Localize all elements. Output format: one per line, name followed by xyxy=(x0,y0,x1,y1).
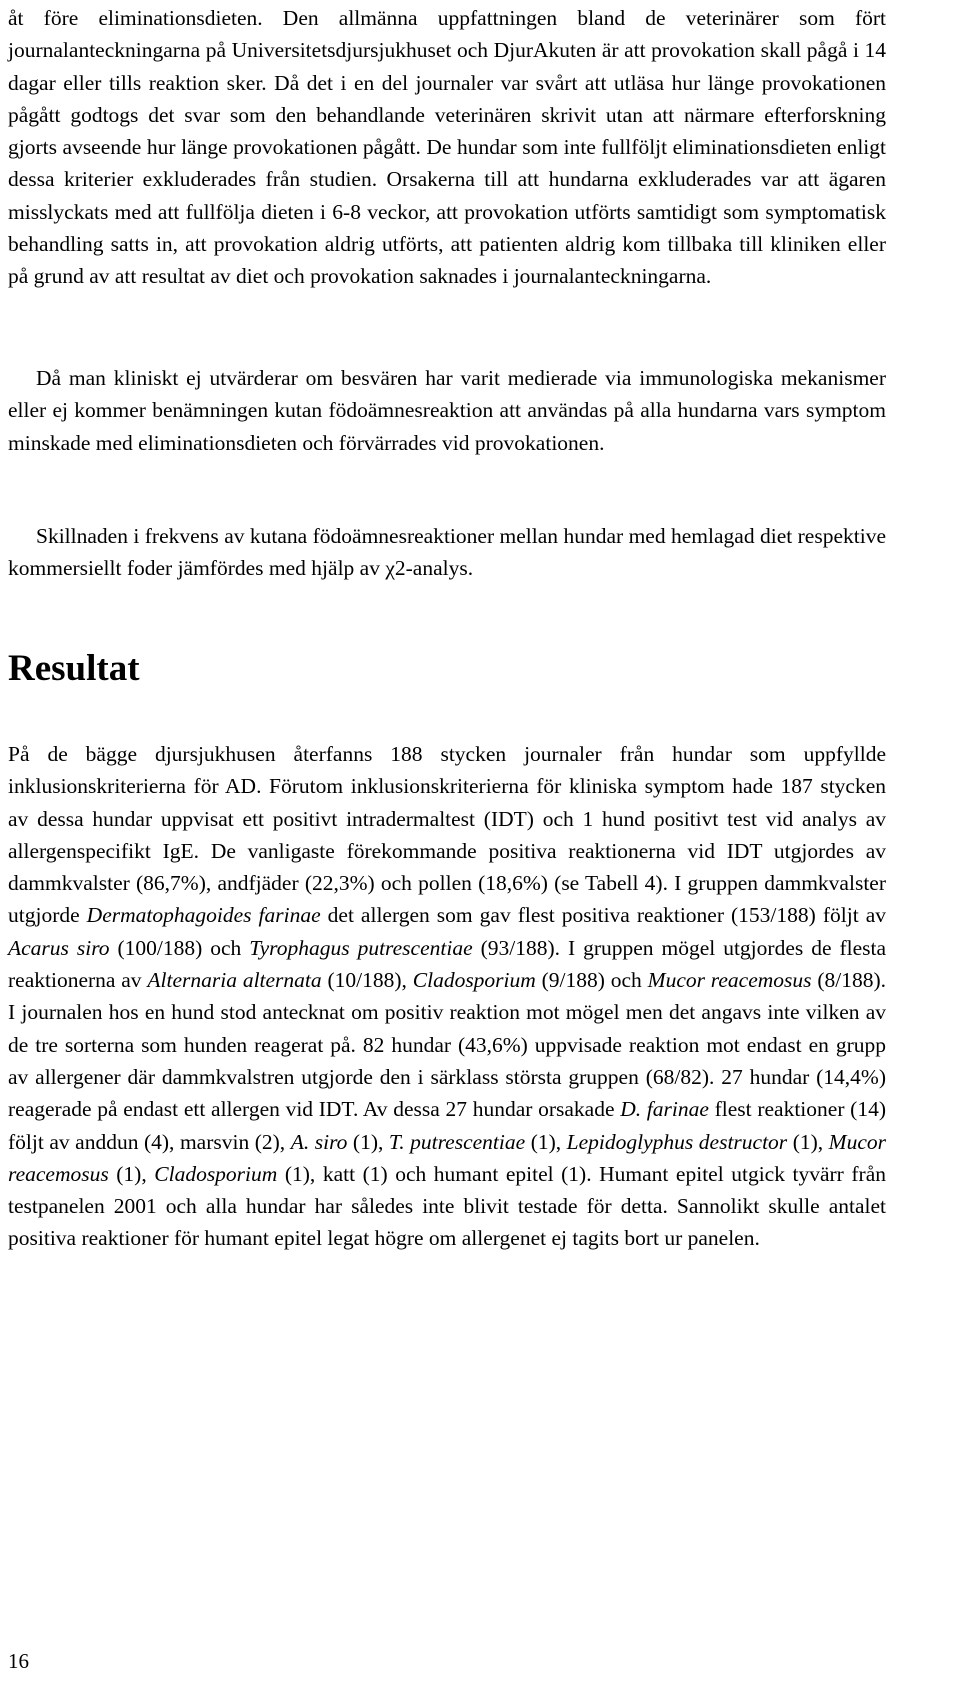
species-name: Cladosporium xyxy=(154,1161,278,1186)
species-name: Mucor reacemosus xyxy=(647,968,812,993)
results-text: (100/188) och xyxy=(109,935,250,960)
results-text: (93/188). I gruppen mögel utgjordes de flesta reaktionerna av xyxy=(8,935,887,993)
species-name: Dermatophagoides farinae xyxy=(86,903,321,928)
page-number: 16 xyxy=(8,1649,29,1673)
species-name: Lepidoglyphus destructor xyxy=(566,1129,788,1154)
results-text: (9/188) och xyxy=(535,968,648,993)
results-text: (1), xyxy=(525,1129,567,1154)
methods-paragraph-terminology: Då man kliniskt ej utvärderar om besvären har varit medierade via immunologiska mekanismer eller ej kommer benämningen kutan födoämnesreaktion att användas på alla hundarna vars symptom minskade med eliminationsdieten och förvärrades vid provokationen. xyxy=(8,366,886,455)
results-text: (1), xyxy=(108,1161,155,1186)
results-text: (1), katt (1) och humant epitel (1). Humant epitel utgick tyvärr från testpanelen 2001 och alla hundar har således inte blivit testade för detta. Sannolikt skulle antalet positiva reaktioner för humant epitel legat högre om allergenet ej tagits bort ur panelen. xyxy=(8,1161,886,1251)
results-text: (1), xyxy=(347,1129,389,1154)
species-name: T. putrescentiae xyxy=(388,1129,526,1154)
results-text: (10/188), xyxy=(321,968,413,993)
results-text: (1), xyxy=(787,1129,829,1154)
results-text: På de bägge djursjukhusen återfanns 188 stycken journaler från hundar som uppfyllde inklusionskriterierna för AD. Förutom inklusionskriterierna för kliniska symptom hade 187 stycken av dessa hundar uppvisat ett positivt intradermaltest (IDT) och 1 hund positivt test vid analys av allergenspecifikt IgE. De vanligaste förekommande positiva reaktionerna vid IDT utgjordes av dammkvalster (86,7%), andfjäder (22,3%) och pollen (18,6%) (se Tabell 4). I gruppen dammkvalster utgjorde xyxy=(8,742,886,928)
section-heading-results: Resultat xyxy=(8,648,140,689)
results-text: (8/188). I journalen hos en hund stod antecknat om positiv reaktion mot mögel men det angavs inte vilken av de tre sorterna som hunden reagerat på. 82 hundar (43,6%) uppvisade reaktion mot endast en grupp av allergener där dammkvalstren utgjorde den i särklass största gruppen (68/82). 27 hundar (14,4%) reagerade på endast ett allergen vid IDT. Av dessa 27 hundar orsakade xyxy=(8,968,887,1122)
species-name: D. farinae xyxy=(620,1097,709,1122)
species-name: Mucor reacemosus xyxy=(8,1129,886,1186)
methods-paragraph-statistics: Skillnaden i frekvens av kutana födoämnesreaktioner mellan hundar med hemlagad diet respektive kommersiellt foder jämfördes med hjälp av χ2-analys. xyxy=(8,524,886,581)
species-name: Cladosporium xyxy=(412,968,536,993)
species-name: Tyrophagus putrescentiae xyxy=(249,935,473,960)
species-name: A. siro xyxy=(290,1129,348,1154)
species-name: Acarus siro xyxy=(8,935,110,960)
species-name: Alternaria alternata xyxy=(147,968,322,993)
results-text: flest reaktioner (14) följt av anddun (4), marsvin (2), xyxy=(8,1097,886,1154)
results-text: det allergen som gav flest positiva reaktioner (153/188) följt av xyxy=(320,903,886,928)
methods-paragraph-exclusion: åt före eliminationsdieten. Den allmänna uppfattningen bland de veterinärer som fört journalanteckningarna på Universitetsdjursjukhuset och DjurAkuten är att provokation skall pågå i 14 dagar eller tills reaktion sker. Då det i en del journaler var svårt att utläsa hur länge provokationen pågått godtogs det svar som den behandlande veterinären skrivit utan att närmare efterforskning gjorts avseende hur länge provokationen pågått. De hundar som inte fullföljt eliminationsdieten enligt dessa kriterier exkluderades från studien. Orsakerna till att hundarna exkluderades var att ägaren misslyckats med att fullfölja dieten i 6-8 veckor, att provokation utförts samtidigt som symptomatisk behandling satts in, att provokation aldrig utförts, att patienten aldrig kom tillbaka till kliniken eller på grund av att resultat av diet och provokation saknades i journalanteckningarna. xyxy=(8,6,886,289)
results-paragraph xyxy=(8,738,886,1255)
